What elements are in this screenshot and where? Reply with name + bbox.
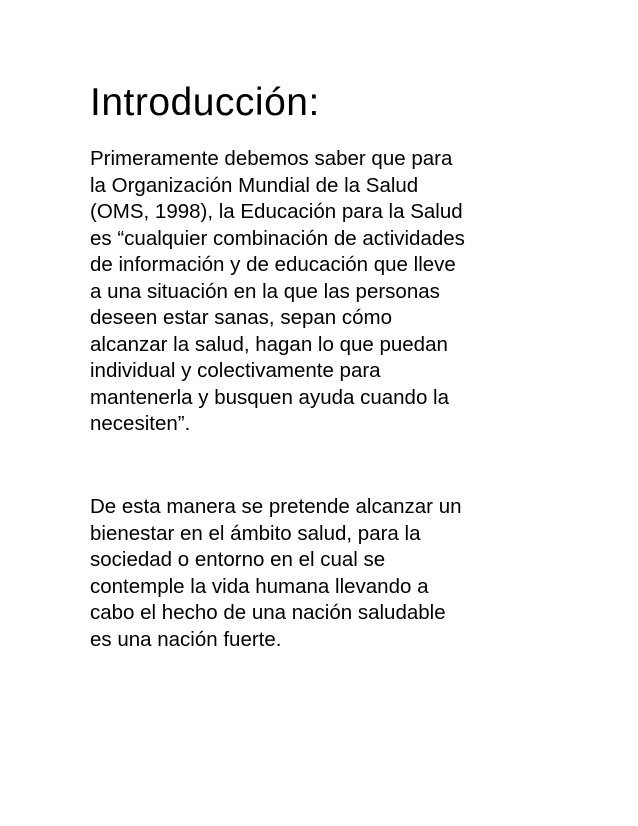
paragraph-definition <box>90 146 465 438</box>
text-line: la Organización Mundial de la Salud <box>90 173 419 197</box>
text-line: contemple la vida humana llevando a <box>90 574 429 598</box>
text-line: es una nación fuerte. <box>90 627 282 651</box>
text-line: a una situación en la que las personas <box>90 279 440 303</box>
text-line: sociedad o entorno en el cual se <box>90 548 386 571</box>
page-title: Introducción: <box>90 81 320 124</box>
text-line: Primeramente debemos saber que para <box>90 147 453 170</box>
text-line: mantenerla y busquen ayuda cuando la <box>90 385 450 409</box>
paragraph-purpose <box>90 494 462 653</box>
text-line: cabo el hecho de una nación saludable <box>90 601 446 624</box>
text-line: deseen estar sanas, sepan cómo <box>90 306 392 329</box>
text-line: alcanzar la salud, hagan lo que puedan <box>90 332 448 356</box>
text-line: De esta manera se pretende alcanzar un <box>90 495 462 518</box>
text-line: (OMS, 1998), la Educación para la Salud <box>90 200 463 223</box>
text-line: de información y de educación que lleve <box>90 253 456 276</box>
text-line: individual y colectivamente para <box>90 359 381 382</box>
text-line: es “cualquier combinación de actividades <box>90 226 465 250</box>
text-line: bienestar en el ámbito salud, para la <box>90 521 421 545</box>
text-line: necesiten”. <box>90 412 191 435</box>
